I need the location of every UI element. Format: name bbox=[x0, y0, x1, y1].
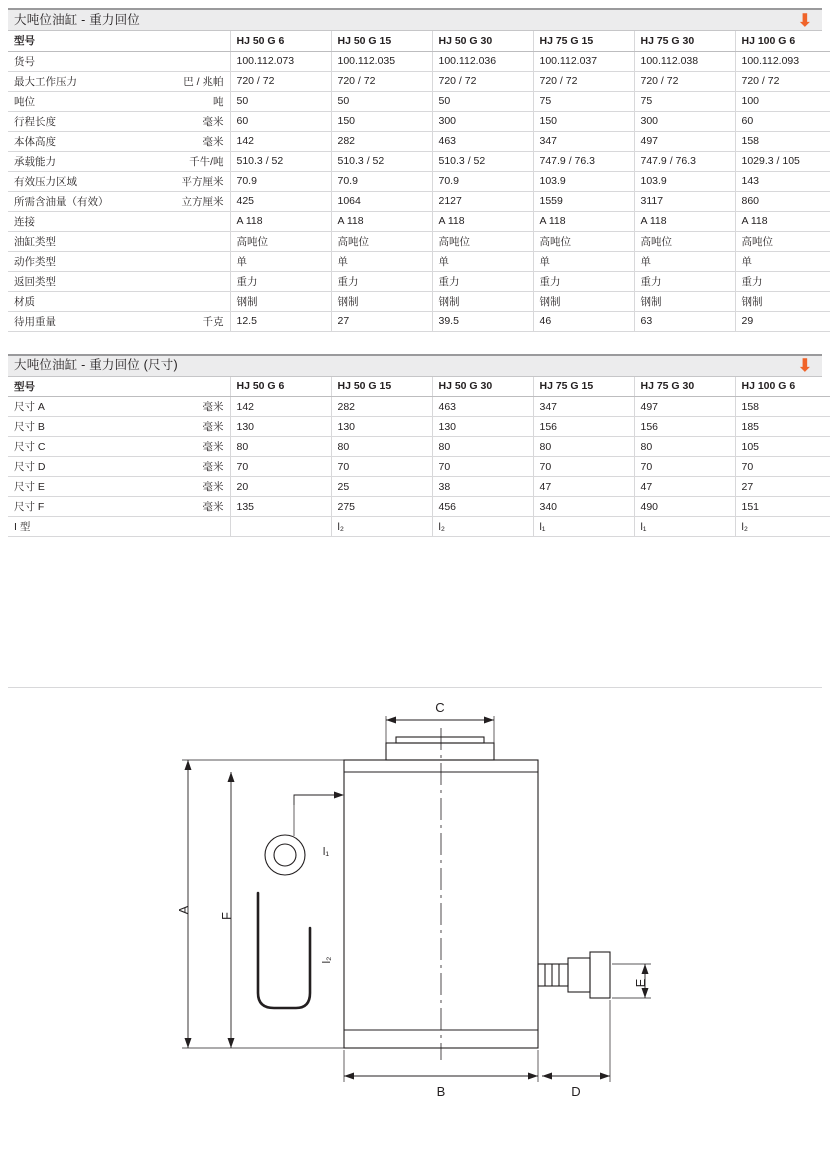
block-title: 大吨位油缸 - 重力回位 (尺寸) bbox=[14, 358, 178, 372]
table-row bbox=[8, 51, 830, 71]
table-row bbox=[8, 417, 830, 437]
row-label-cell bbox=[8, 397, 230, 417]
header-label-cell: 型号 bbox=[8, 377, 230, 397]
row-label: 尺寸 F bbox=[14, 501, 45, 513]
spec-block-gravity-return bbox=[8, 8, 822, 332]
cell: 490 bbox=[634, 497, 735, 517]
model-header: HJ 75 G 30 bbox=[634, 31, 735, 51]
cell: 高吨位 bbox=[735, 231, 830, 251]
row-label: 本体高度 bbox=[14, 135, 56, 148]
model-header: HJ 50 G 30 bbox=[432, 31, 533, 51]
cell: A 118 bbox=[735, 211, 830, 231]
row-label-cell bbox=[8, 51, 230, 71]
dimension-label-l1: l₁ bbox=[322, 846, 330, 858]
cell: 20 bbox=[230, 477, 331, 497]
cell: 510.3 / 52 bbox=[230, 151, 331, 171]
row-label: 返回类型 bbox=[14, 275, 56, 288]
block-title: 大吨位油缸 - 重力回位 bbox=[14, 12, 141, 27]
cell: 1064 bbox=[331, 191, 432, 211]
row-label-cell bbox=[8, 211, 230, 231]
cell: l₁ bbox=[634, 517, 735, 537]
table-row bbox=[8, 517, 830, 537]
cell: 高吨位 bbox=[432, 231, 533, 251]
cell: 39.5 bbox=[432, 311, 533, 331]
cell: 156 bbox=[634, 417, 735, 437]
row-label-cell bbox=[8, 457, 230, 477]
cell: 142 bbox=[230, 397, 331, 417]
dimension-label-c: C bbox=[435, 700, 445, 715]
row-unit: 千牛/吨 bbox=[189, 155, 224, 168]
table-row bbox=[8, 477, 830, 497]
cell: 103.9 bbox=[533, 171, 634, 191]
cell: 105 bbox=[735, 437, 830, 457]
table-row bbox=[8, 211, 830, 231]
row-label: 尺寸 D bbox=[14, 461, 46, 473]
cell: l₂ bbox=[735, 517, 830, 537]
row-label: 油缸类型 bbox=[14, 235, 56, 248]
cell: A 118 bbox=[533, 211, 634, 231]
arrow-down-icon: ⬇ bbox=[797, 10, 812, 30]
dimension-f bbox=[228, 772, 235, 1048]
plunger bbox=[386, 743, 494, 760]
carry-handle bbox=[258, 893, 310, 1008]
cell: 151 bbox=[735, 497, 830, 517]
cell: 80 bbox=[230, 437, 331, 457]
plunger-top-plate bbox=[396, 737, 484, 743]
dimension-d bbox=[542, 1000, 610, 1082]
cell: 高吨位 bbox=[533, 231, 634, 251]
row-label-cell bbox=[8, 231, 230, 251]
cell: 80 bbox=[533, 437, 634, 457]
cell: 60 bbox=[735, 111, 830, 131]
table-row bbox=[8, 91, 830, 111]
table-row bbox=[8, 171, 830, 191]
coupler-body bbox=[568, 958, 590, 992]
row-label: 尺寸 B bbox=[14, 421, 45, 433]
cell: 50 bbox=[331, 91, 432, 111]
model-header: HJ 75 G 15 bbox=[533, 31, 634, 51]
cell: 钢制 bbox=[230, 291, 331, 311]
cell: 1559 bbox=[533, 191, 634, 211]
row-label: 尺寸 C bbox=[14, 441, 46, 453]
cell: 100.112.037 bbox=[533, 51, 634, 71]
row-label: 承载能力 bbox=[14, 155, 56, 168]
cell: 158 bbox=[735, 131, 830, 151]
model-header: HJ 100 G 6 bbox=[735, 31, 830, 51]
cell: 747.9 / 76.3 bbox=[634, 151, 735, 171]
cell: 860 bbox=[735, 191, 830, 211]
cell: 80 bbox=[432, 437, 533, 457]
cell: 重力 bbox=[634, 271, 735, 291]
row-label: 所需含油量（有效） bbox=[14, 195, 109, 208]
cell: 720 / 72 bbox=[634, 71, 735, 91]
cell: 747.9 / 76.3 bbox=[533, 151, 634, 171]
dimension-label-l2: l₂ bbox=[321, 956, 333, 964]
row-label-cell bbox=[8, 497, 230, 517]
cell: 70 bbox=[331, 457, 432, 477]
row-unit: 毫米 bbox=[202, 115, 224, 128]
cell: 75 bbox=[634, 91, 735, 111]
cell: 100.112.073 bbox=[230, 51, 331, 71]
cell: 150 bbox=[331, 111, 432, 131]
cell: 重力 bbox=[432, 271, 533, 291]
cell: 70.9 bbox=[432, 171, 533, 191]
cell: 425 bbox=[230, 191, 331, 211]
technical-drawing bbox=[8, 687, 822, 1108]
model-header: HJ 75 G 30 bbox=[634, 377, 735, 397]
coupler-cap bbox=[590, 952, 610, 998]
cell: 347 bbox=[533, 131, 634, 151]
port-block bbox=[538, 964, 568, 986]
dimension-label-d: D bbox=[571, 1084, 581, 1099]
dimension-label-b: B bbox=[436, 1084, 446, 1099]
cell: 130 bbox=[230, 417, 331, 437]
cell: 70 bbox=[634, 457, 735, 477]
cell: 282 bbox=[331, 397, 432, 417]
cell: 275 bbox=[331, 497, 432, 517]
cell: 70 bbox=[735, 457, 830, 477]
cell: 高吨位 bbox=[634, 231, 735, 251]
cell: 100 bbox=[735, 91, 830, 111]
row-label-cell bbox=[8, 291, 230, 311]
cell: 135 bbox=[230, 497, 331, 517]
row-label-cell bbox=[8, 91, 230, 111]
model-header: HJ 50 G 6 bbox=[230, 377, 331, 397]
cell: 130 bbox=[432, 417, 533, 437]
cell: 130 bbox=[331, 417, 432, 437]
cell: 300 bbox=[432, 111, 533, 131]
cell: 282 bbox=[331, 131, 432, 151]
table-row bbox=[8, 231, 830, 251]
model-header: HJ 50 G 15 bbox=[331, 377, 432, 397]
row-label: 材质 bbox=[14, 295, 35, 308]
cell: 钢制 bbox=[533, 291, 634, 311]
row-label-cell bbox=[8, 417, 230, 437]
cell: 497 bbox=[634, 397, 735, 417]
row-label: 尺寸 A bbox=[14, 401, 45, 413]
cell: 100.112.036 bbox=[432, 51, 533, 71]
row-label: 货号 bbox=[14, 55, 35, 68]
cell: 100.112.093 bbox=[735, 51, 830, 71]
cell: 463 bbox=[432, 131, 533, 151]
cell: 钢制 bbox=[331, 291, 432, 311]
cell: 12.5 bbox=[230, 311, 331, 331]
cell: 720 / 72 bbox=[533, 71, 634, 91]
table-row bbox=[8, 291, 830, 311]
cell: 单 bbox=[735, 251, 830, 271]
cylinder-dimension-drawing bbox=[8, 688, 822, 1108]
table-row bbox=[8, 71, 830, 91]
cell: 47 bbox=[533, 477, 634, 497]
row-label-cell bbox=[8, 71, 230, 91]
dimension-c bbox=[386, 716, 494, 745]
cell: 25 bbox=[331, 477, 432, 497]
dimension-table bbox=[8, 377, 830, 538]
cell: 27 bbox=[331, 311, 432, 331]
block-header bbox=[8, 8, 822, 31]
cell: l₂ bbox=[331, 517, 432, 537]
cell: 70.9 bbox=[230, 171, 331, 191]
cell: 75 bbox=[533, 91, 634, 111]
cell: 1029.3 / 105 bbox=[735, 151, 830, 171]
row-label: 尺寸 E bbox=[14, 481, 45, 493]
dimension-label-f: F bbox=[219, 912, 234, 920]
cell: 单 bbox=[230, 251, 331, 271]
cell: A 118 bbox=[230, 211, 331, 231]
spec-table bbox=[8, 31, 830, 332]
cell: 63 bbox=[634, 311, 735, 331]
cell: 70 bbox=[230, 457, 331, 477]
cell: 158 bbox=[735, 397, 830, 417]
row-label-cell bbox=[8, 251, 230, 271]
table-row bbox=[8, 437, 830, 457]
row-label-cell bbox=[8, 311, 230, 331]
row-unit: 毫米 bbox=[202, 401, 224, 413]
table-header-row bbox=[8, 31, 830, 51]
cell: 720 / 72 bbox=[735, 71, 830, 91]
model-header: HJ 100 G 6 bbox=[735, 377, 830, 397]
row-unit: 毫米 bbox=[202, 461, 224, 473]
cell: 钢制 bbox=[634, 291, 735, 311]
cell: A 118 bbox=[634, 211, 735, 231]
row-label-cell bbox=[8, 477, 230, 497]
cell: 50 bbox=[432, 91, 533, 111]
cell: l₁ bbox=[533, 517, 634, 537]
cell: A 118 bbox=[331, 211, 432, 231]
row-label-cell bbox=[8, 437, 230, 457]
cell: 46 bbox=[533, 311, 634, 331]
cell: 347 bbox=[533, 397, 634, 417]
row-label: 行程长度 bbox=[14, 115, 56, 128]
cell: 720 / 72 bbox=[230, 71, 331, 91]
row-label: 最大工作压力 bbox=[14, 75, 77, 88]
cell: 29 bbox=[735, 311, 830, 331]
cell: 340 bbox=[533, 497, 634, 517]
cell: 497 bbox=[634, 131, 735, 151]
model-header: HJ 50 G 15 bbox=[331, 31, 432, 51]
cell: 70.9 bbox=[331, 171, 432, 191]
row-label: 有效压力区域 bbox=[14, 175, 77, 188]
cell: 156 bbox=[533, 417, 634, 437]
table-row bbox=[8, 251, 830, 271]
table-row bbox=[8, 397, 830, 417]
row-label-cell bbox=[8, 517, 230, 537]
cell: 38 bbox=[432, 477, 533, 497]
model-header: HJ 75 G 15 bbox=[533, 377, 634, 397]
cell: 185 bbox=[735, 417, 830, 437]
lifting-eye-outer bbox=[265, 835, 305, 875]
row-label-cell bbox=[8, 271, 230, 291]
cell: 钢制 bbox=[432, 291, 533, 311]
cell: 720 / 72 bbox=[432, 71, 533, 91]
row-label-cell bbox=[8, 131, 230, 151]
spec-block-dimensions bbox=[8, 354, 822, 538]
cell: 300 bbox=[634, 111, 735, 131]
dimension-label-e: E bbox=[633, 978, 648, 988]
cell: 单 bbox=[432, 251, 533, 271]
dimension-label-a: A bbox=[176, 905, 191, 915]
table-row bbox=[8, 311, 830, 331]
row-unit: 毫米 bbox=[202, 135, 224, 148]
row-label-cell bbox=[8, 171, 230, 191]
model-header: HJ 50 G 6 bbox=[230, 31, 331, 51]
cell: 50 bbox=[230, 91, 331, 111]
row-unit: 毫米 bbox=[202, 421, 224, 433]
lifting-eye-inner bbox=[274, 844, 296, 866]
row-unit: 吨 bbox=[213, 95, 224, 108]
cell: 80 bbox=[331, 437, 432, 457]
cell: 70 bbox=[533, 457, 634, 477]
header-label-cell: 型号 bbox=[8, 31, 230, 51]
row-unit: 毫米 bbox=[202, 441, 224, 453]
row-label-cell bbox=[8, 191, 230, 211]
cell: 463 bbox=[432, 397, 533, 417]
leader-l1 bbox=[294, 792, 344, 837]
cell: A 118 bbox=[432, 211, 533, 231]
cell: 单 bbox=[331, 251, 432, 271]
row-unit: 立方厘米 bbox=[181, 195, 224, 208]
table-row bbox=[8, 151, 830, 171]
cell: 60 bbox=[230, 111, 331, 131]
cell: 142 bbox=[230, 131, 331, 151]
cell: 钢制 bbox=[735, 291, 830, 311]
row-label-cell bbox=[8, 111, 230, 131]
row-label: I 型 bbox=[14, 521, 31, 533]
row-label: 连接 bbox=[14, 215, 35, 228]
cell: 510.3 / 52 bbox=[432, 151, 533, 171]
cell: 重力 bbox=[533, 271, 634, 291]
row-unit: 平方厘米 bbox=[181, 175, 224, 188]
cell: 143 bbox=[735, 171, 830, 191]
cell: 重力 bbox=[735, 271, 830, 291]
arrow-down-icon: ⬇ bbox=[797, 356, 812, 375]
cell: 100.112.035 bbox=[331, 51, 432, 71]
cell: 27 bbox=[735, 477, 830, 497]
cell: 单 bbox=[634, 251, 735, 271]
cell: 高吨位 bbox=[331, 231, 432, 251]
cell: 70 bbox=[432, 457, 533, 477]
row-label: 吨位 bbox=[14, 95, 35, 108]
cell: 3117 bbox=[634, 191, 735, 211]
cell: 456 bbox=[432, 497, 533, 517]
block-header bbox=[8, 354, 822, 377]
cell: 510.3 / 52 bbox=[331, 151, 432, 171]
cell: 720 / 72 bbox=[331, 71, 432, 91]
cell: 100.112.038 bbox=[634, 51, 735, 71]
cell: 47 bbox=[634, 477, 735, 497]
row-unit: 毫米 bbox=[202, 481, 224, 493]
cell: l₂ bbox=[432, 517, 533, 537]
cell: 重力 bbox=[331, 271, 432, 291]
row-unit: 千克 bbox=[202, 315, 224, 328]
cell: 2127 bbox=[432, 191, 533, 211]
table-row bbox=[8, 271, 830, 291]
table-row bbox=[8, 111, 830, 131]
cell: 单 bbox=[533, 251, 634, 271]
cell: 80 bbox=[634, 437, 735, 457]
cell: 103.9 bbox=[634, 171, 735, 191]
table-row bbox=[8, 457, 830, 477]
cell: 高吨位 bbox=[230, 231, 331, 251]
row-label: 待用重量 bbox=[14, 315, 56, 328]
row-unit: 巴 / 兆帕 bbox=[183, 75, 224, 88]
cell: 重力 bbox=[230, 271, 331, 291]
row-unit: 毫米 bbox=[202, 501, 224, 513]
table-row bbox=[8, 131, 830, 151]
row-label-cell bbox=[8, 151, 230, 171]
row-label: 动作类型 bbox=[14, 255, 56, 268]
table-row bbox=[8, 191, 830, 211]
cell: 150 bbox=[533, 111, 634, 131]
cell bbox=[230, 517, 331, 537]
table-header-row bbox=[8, 377, 830, 397]
model-header: HJ 50 G 30 bbox=[432, 377, 533, 397]
table-row bbox=[8, 497, 830, 517]
